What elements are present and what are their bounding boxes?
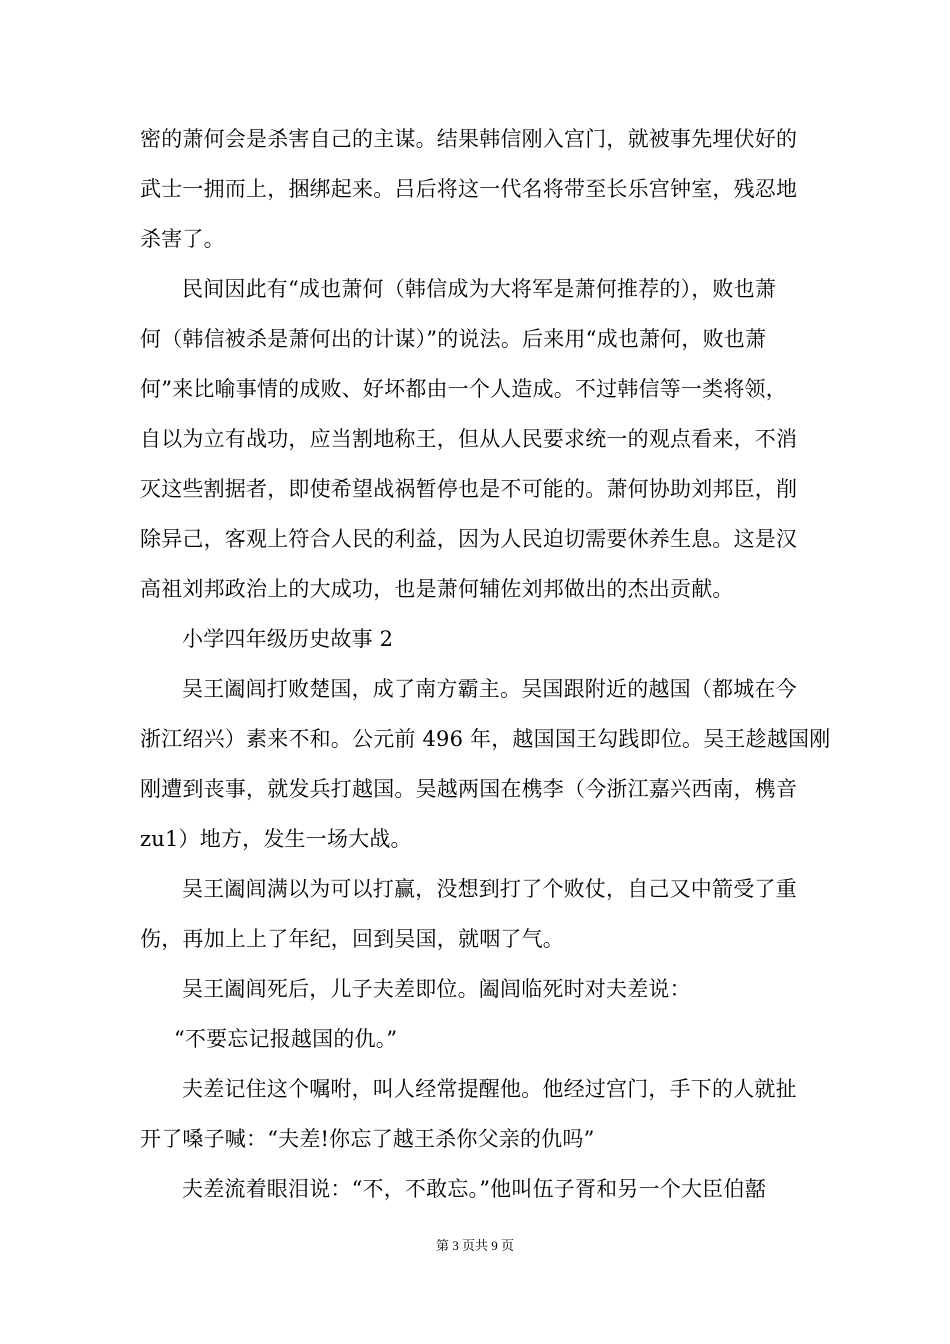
text-line: 何（韩信被杀是萧何出的计谋）”的说法。后来用“成也萧何，败也萧 bbox=[140, 327, 767, 351]
text-line: 浙江绍兴）素来不和。公元前 496 年，越国国王勾践即位。吴王趁越国刚 bbox=[140, 727, 831, 751]
text-line: 何”来比喻事情的成败、好坏都由一个人造成。不过韩信等一类将领， bbox=[140, 377, 787, 401]
text-line: 自以为立有战功，应当割地称王，但从人民要求统一的观点看来，不消 bbox=[140, 427, 798, 451]
text-line: 刚遭到丧事，就发兵打越国。吴越两国在槜李（今浙江嘉兴西南，槜音 bbox=[140, 777, 798, 801]
quote-line: “不要忘记报越国的仇。” bbox=[174, 1027, 398, 1051]
paragraph-start-line: 夫差流着眼泪说：“不，不敢忘。”他叫伍子胥和另一个大臣伯嚭 bbox=[182, 1177, 766, 1201]
text-line: 高祖刘邦政治上的大成功，也是萧何辅佐刘邦做出的杰出贡献。 bbox=[140, 577, 734, 601]
paragraph-start-line: 吴王阖闾死后，儿子夫差即位。阖闾临死时对夫差说： bbox=[182, 977, 691, 1001]
text-line: zu1）地方，发生一场大战。 bbox=[140, 827, 412, 851]
text-line: 开了嗓子喊：“夫差!你忘了越王杀你父亲的仇吗” bbox=[140, 1127, 595, 1151]
paragraph-start-line: 民间因此有“成也萧何（韩信成为大将军是萧何推荐的），败也萧 bbox=[182, 277, 777, 301]
text-line: 杀害了。 bbox=[140, 227, 225, 251]
paragraph-start-line: 夫差记住这个嘱咐，叫人经常提醒他。他经过宫门，手下的人就扯 bbox=[182, 1077, 797, 1101]
document-body bbox=[140, 118, 831, 1218]
text-line: 密的萧何会是杀害自己的主谋。结果韩信刚入宫门，就被事先埋伏好的 bbox=[140, 127, 798, 151]
text-line: 武士一拥而上，捆绑起来。吕后将这一代名将带至长乐宫钟室，残忍地 bbox=[140, 177, 798, 201]
text-line: 除异己，客观上符合人民的利益，因为人民迫切需要休养生息。这是汉 bbox=[140, 527, 798, 551]
text-line: 伤，再加上上了年纪，回到吴国，就咽了气。 bbox=[140, 927, 564, 951]
page-number-footer: 第 3 页共 9 页 bbox=[435, 1238, 514, 1253]
text-line: 灭这些割据者，即使希望战祸暂停也是不可能的。萧何协助刘邦臣，削 bbox=[140, 477, 798, 501]
section-heading: 小学四年级历史故事 2 bbox=[182, 627, 394, 651]
paragraph-start-line: 吴王阖闾满以为可以打赢，没想到打了个败仗，自己又中箭受了重 bbox=[182, 877, 797, 901]
paragraph-start-line: 吴王阖闾打败楚国，成了南方霸主。吴国跟附近的越国（都城在今 bbox=[182, 677, 797, 701]
